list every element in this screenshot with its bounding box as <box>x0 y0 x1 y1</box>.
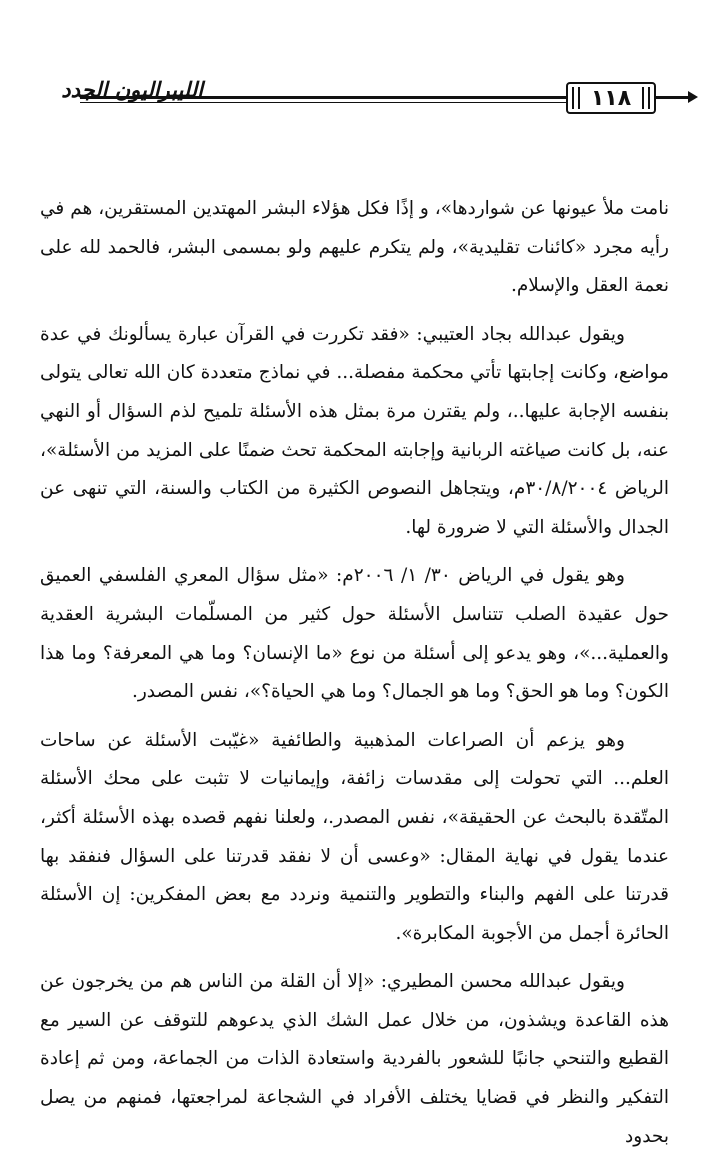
page-header <box>40 70 669 132</box>
page-body <box>40 190 669 1166</box>
book-page <box>0 70 717 1168</box>
running-title: الليبراليون الجدد <box>61 78 203 102</box>
header-rule <box>80 96 566 99</box>
paragraph: وهو يقول في الرياض ٣٠/ ١/ ٢٠٠٦م: «مثل سؤال المعري الفلسفي العميق حول عقيدة الصلب تتناسل الأسئلة حول كثير من المسلّمات البشرية العقدية والعملية...»، وهو يدعو إلى أسئلة من نوع «ما الإنسان؟ وما هي المعرفة؟ وما هذا الكون؟ وما هو الحق؟ وما هو الجمال؟ وما هي الحياة؟»، نفس المصدر. <box>40 565 669 703</box>
paragraph: ويقول عبدالله محسن المطيري: «إلا أن القلة من الناس هم من يخرجون عن هذه القاعدة ويشذون، من خلال عمل الشك الذي يدعوهم للتوقف عن السير مع القطيع والتنحي جانبًا للشعور بالفردية واستعادة الذات من الجماعة، ومن ثم إعادة التفكير والنظر في قضايا يختلف الأفراد في الشجاعة لمراجعتها، فمنهم من يصل بحدود <box>40 971 669 1147</box>
paragraph: نامت ملأ عيونها عن شواردها»، و إذًا فكل هؤلاء البشر المهتدين المستقرين، هم في رأيه مجرد «كائنات تقليدية»، ولم يتكرم عليهم ولو بمسمى البشر، فالحمد لله على نعمة العقل والإسلام. <box>40 198 669 297</box>
paragraph: ويقول عبدالله بجاد العتيبي: «فقد تكررت في القرآن عبارة يسألونك في عدة مواضع، وكانت إجابتها تأتي محكمة مفصلة... في نماذج متعددة كان الله تعالى يتولى بنفسه الإجابة عليها..، ولم يقترن مرة بمثل هذه الأسئلة تلميح لذم السؤال أو النهي عنه، بل كانت صياغته الربانية وإجابته المحكمة تحث ضمنًا على المزيد من الأسئلة»، الرياض ٣٠/٨/٢٠٠٤م، ويتجاهل النصوص الكثيرة من الكتاب والسنة، التي تنهى عن الجدال والأسئلة التي لا ضرورة لها. <box>40 323 669 538</box>
header-ornament-arrow <box>688 91 698 103</box>
paragraph: وهو يزعم أن الصراعات المذهبية والطائفية «غيّبت الأسئلة عن ساحات العلم... التي تحولت إلى مقدسات زائفة، وإيمانيات لا تثبت على محك الأسئلة المتّقدة بالبحث عن الحقيقة»، نفس المصدر.، ولعلنا نفهم قصده بهذه الأسئلة أكثر، عندما يقول في نهاية المقال: «وعسى أن لا نفقد قدرتنا على السؤال فنفقد بها قدرتنا على الفهم والبناء والتطوير والتنمية ونردد مع بعض المفكرين: إن الأسئلة الحائرة أجمل من الأجوبة المكابرة». <box>40 729 669 944</box>
header-rule-thin <box>80 102 566 103</box>
page-number: ١١٨ <box>566 82 656 114</box>
